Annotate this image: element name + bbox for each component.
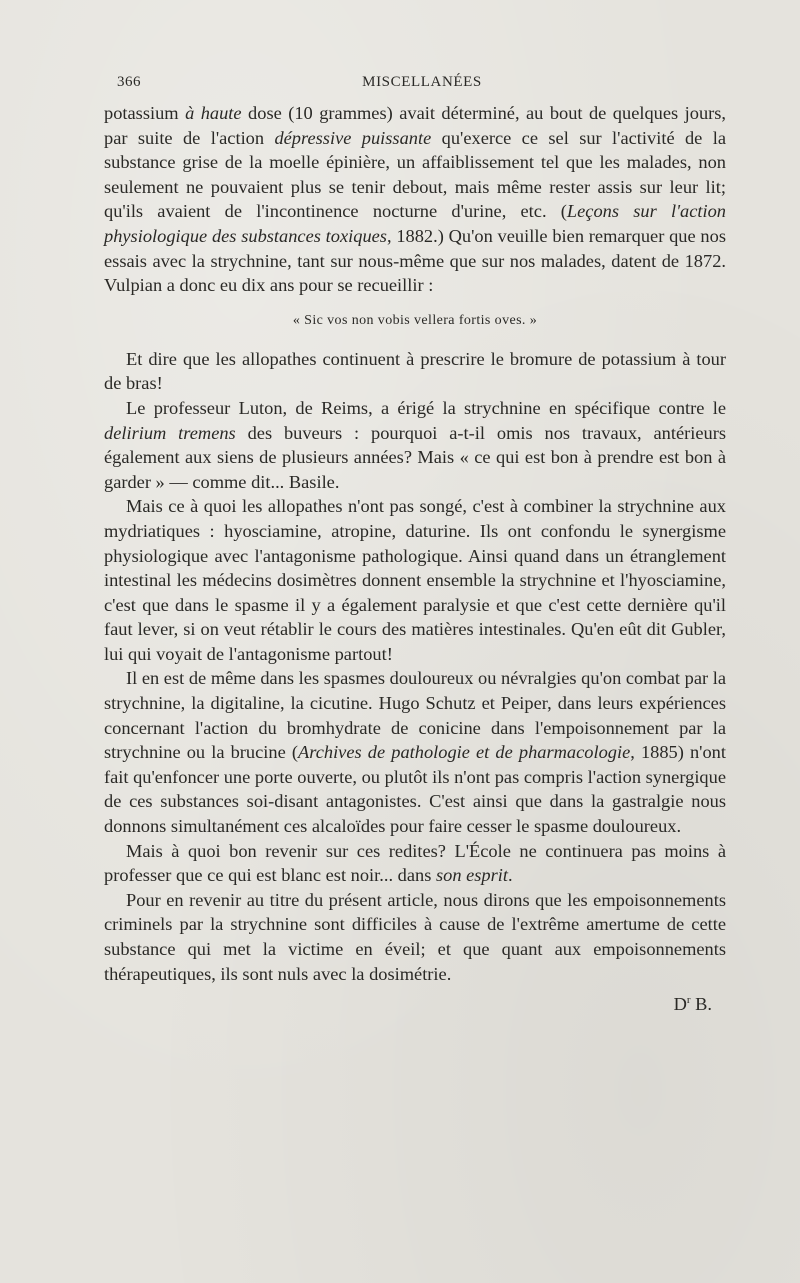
paragraph-3 [104,396,726,494]
latin-quote: « Sic vos non vobis vellera fortis oves. » [292,312,538,328]
p1-text-1: potassium [104,103,186,123]
signature [104,988,726,1017]
signature-r: r [686,994,691,1007]
signature-b: B. [690,994,712,1015]
p3-italic-1: delirium tremens [104,422,236,443]
p1-text-4: , 1882.) Qu'on veuille bien remarquer que nos essais avec la strychnine, tant sur nous-même que sur nos malades, datent de 1872. Vulpian a donc eu dix ans pour se recueillir : [104,225,726,296]
section-title: MISCELLANÉES [362,74,482,90]
paragraph-7: Pour en revenir au titre du présent article, nous dirons que les empoisonnements criminels par la strychnine sont difficiles à cause de l'extrême amertume de cette substance qui met la victime en éveil; et que quant aux empoisonnements thérapeutiques, ils sont nuls avec la dosimétrie. [104,889,726,984]
p1-italic-2: dépressive puissante [274,127,432,148]
p5-italic-1: Archives de pathologie et de pharmacologie [298,742,631,763]
p5-text-2: , 1885) n'ont fait qu'enfoncer une porte ouverte, ou plutôt ils n'ont pas compris l'action synergique de ces substances soi-disant antagonistes. C'est ainsi que dans la gastralgie nous donnons simultanément ces alcaloïdes pour faire cesser le spasme douloureux. [104,742,726,837]
page-number: 366 [117,74,141,90]
paragraph-2: Et dire que les allopathes continuent à prescrire le bromure de potassium à tour de bras! [104,348,726,394]
p5-text-1: Il en est de même dans les spasmes douloureux ou névralgies qu'on combat par la strychnine, la digitaline, la cicutine. Hugo Schutz et Peiper, dans leurs expériences concernant l'action du bromhydrate de conicine dans l'empoisonnement par la strychnine ou la brucine ( [104,668,726,763]
paragraph-5 [104,666,726,838]
p3-text-2: des buveurs : pourquoi a-t-il omis nos travaux, antérieurs également aux siens de plusieurs années? Mais « ce qui est bon à prendre est bon à garder » — comme dit... Basile. [104,422,727,492]
p6-text-1: Mais à quoi bon revenir sur ces redites? L'École ne continuera pas moins à professer que ce qui est blanc est noir... dans [104,840,726,886]
p1-text-3: qu'exerce ce sel sur l'activité de la substance grise de la moelle épinière, un affaiblissement tel que les malades, non seulement ne pouvaient plus se tenir debout, mais même rester assis sur leur lit; qu'ils avaient de l'incontinence nocturne d'urine, etc. ( [104,127,726,222]
paragraph-4: Mais ce à quoi les allopathes n'ont pas songé, c'est à combiner la strychnine aux mydriatiques : hyosciamine, atropine, daturine. Ils ont confondu le synergisme physiologique avec l'antagonisme pathologique. Ainsi quand dans un étranglement intestinal les médecins dosimètres donnent ensemble la strychnine et l'hyosciamine, c'est que dans le spasme il y a également paralysie et que c'est cette dernière qu'il faut lever, si on veut rétablir le cours des matières intestinales. Qu'en eût dit Gubler, lui qui voyait de l'antagonisme partout! [104,496,726,664]
article-body [104,101,726,1017]
p6-italic-1: son esprit [435,865,509,886]
signature-d: D [673,994,687,1015]
p3-text-1: Le professeur Luton, de Reims, a érigé la strychnine en spécifique contre le [126,397,726,418]
paragraph-1 [104,101,726,298]
p1-text-2: dose (10 grammes) avait déterminé, au bout de quelques jours, par suite de l'action [104,103,727,148]
running-head [117,74,727,96]
paragraph-6 [104,839,726,888]
p6-text-2: . [508,865,513,886]
p1-italic-1: à haute [185,103,242,123]
p1-italic-3: Leçons sur l'action physiologique des substances toxiques [104,201,726,246]
